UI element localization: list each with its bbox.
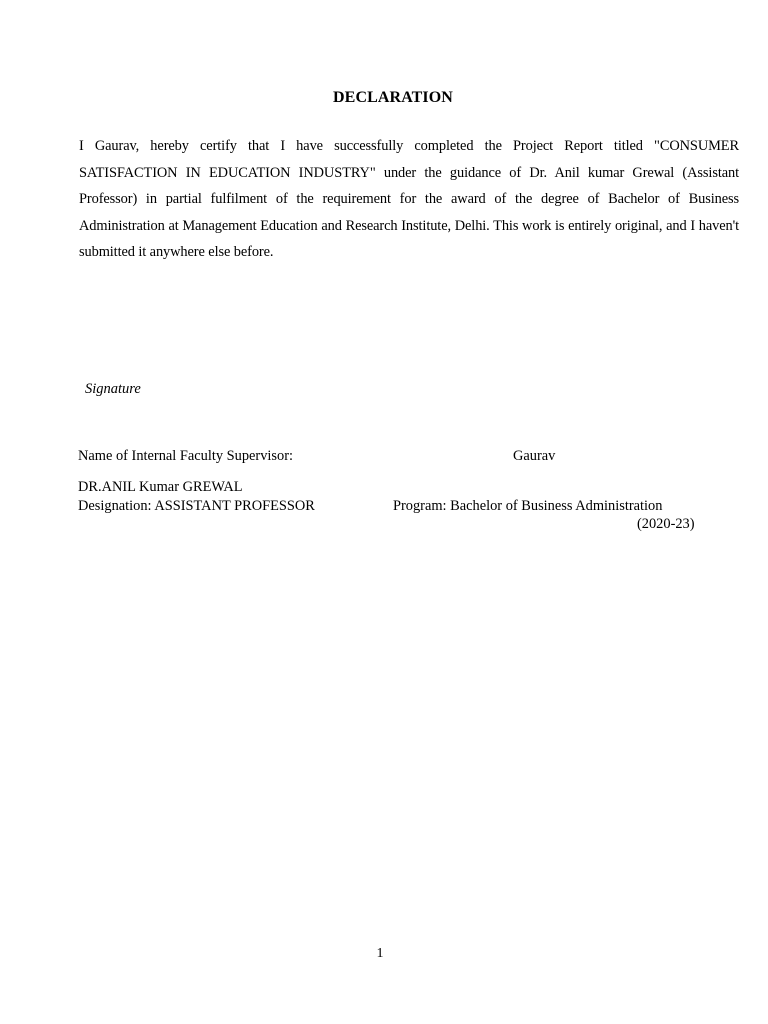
declaration-text: I Gaurav, hereby certify that I have successfully completed the Project Report titled "CONSUMER SATISFACTION IN EDUCATION INDUSTRY" under the guidance of Dr. Anil kumar Grewal (Assistant Professor) in partial fulfilment of the requirement for the award of the degree of Bachelor of Business Administration at Management Education and Research Institute, Delhi. This work is entirely original, and I haven't submitted it anywhere else before.	[79, 138, 739, 260]
signature-label: Signature	[85, 381, 141, 397]
program-name: Program: Bachelor of Business Administration	[393, 498, 663, 514]
program-session: (2020-23)	[637, 516, 695, 532]
student-name: Gaurav	[513, 448, 556, 464]
page-title: DECLARATION	[333, 89, 453, 106]
supervisor-name: DR.ANIL Kumar GREWAL	[78, 479, 243, 495]
supervisor-label: Name of Internal Faculty Supervisor:	[78, 448, 294, 464]
page-number: 1	[376, 946, 384, 961]
supervisor-designation: Designation: ASSISTANT PROFESSOR	[78, 498, 315, 514]
